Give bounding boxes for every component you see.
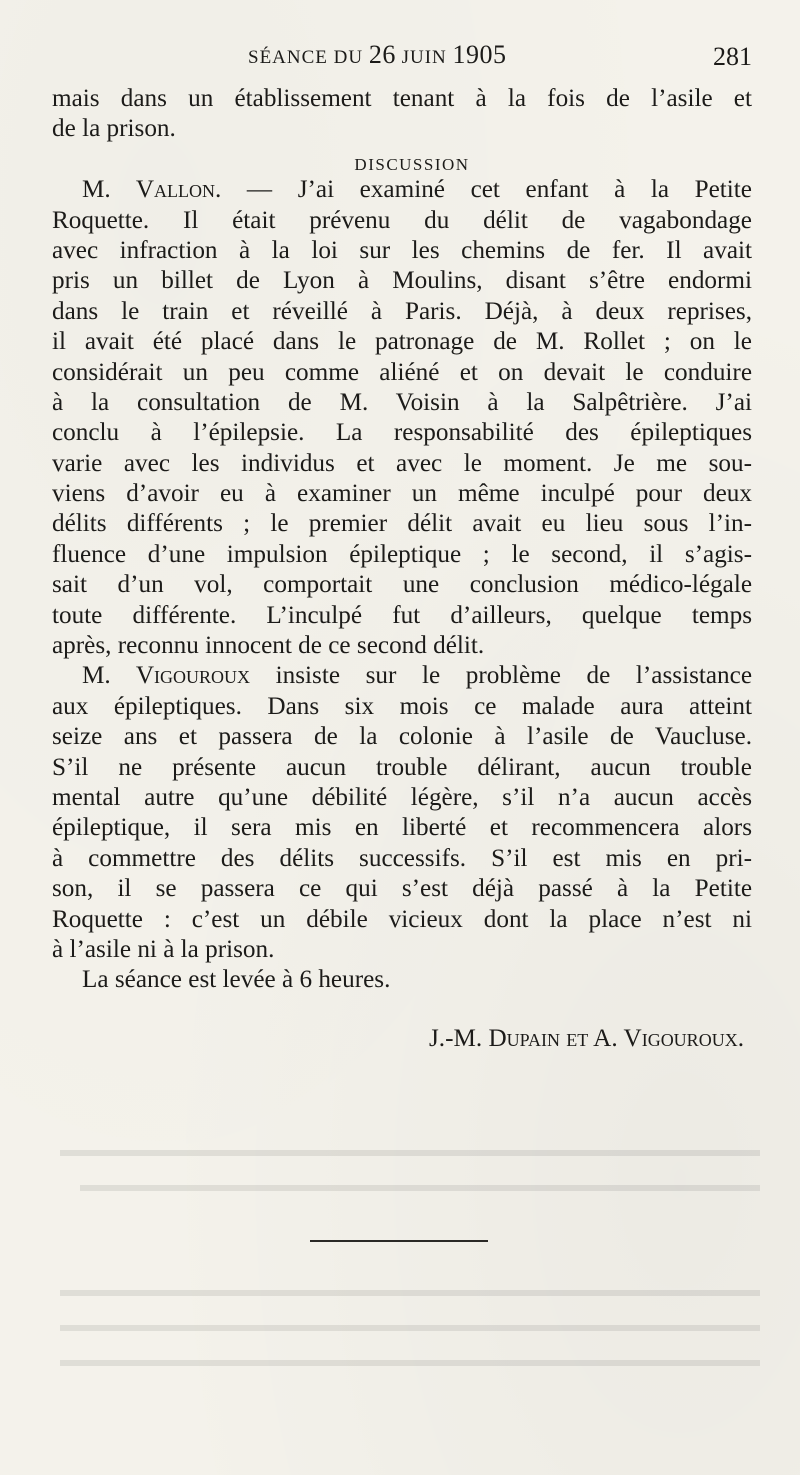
text-line: pris un billet de Lyon à Moulins, disant s’être endormi [52, 267, 752, 295]
end-rule [310, 1240, 488, 1242]
text-line: viens d’avoir eu à examiner un même inculpé pour deux [52, 480, 752, 508]
text-line: épileptique, il sera mis en liberté et recommencera alors [52, 814, 752, 842]
text-line: varie avec les individus et avec le moment. Je me sou- [52, 449, 752, 477]
text-line: à l’asile ni à la prison. [52, 935, 275, 963]
text-line: fluence d’une impulsion épileptique ; le second, il s’agis- [52, 540, 752, 568]
signature: J.-M. Dupain et A. Vigouroux. [428, 1024, 744, 1052]
text-line: sait d’un vol, comportait une conclusion médico-légale [52, 571, 752, 599]
paragraph-first-line [52, 175, 752, 205]
text-line: mais dans un établissement tenant à la fois de l’asile et [52, 85, 752, 112]
text-line: S’il ne présente aucun trouble délirant, aucun trouble [52, 753, 752, 781]
text-run: — J’ai examiné cet enfant à la Petite [221, 176, 752, 204]
text-run: insiste sur le problème de l’assistance [250, 662, 752, 690]
text-line: dans le train et réveillé à Paris. Déjà, à deux reprises, [52, 297, 752, 325]
text-line: il avait été placé dans le patronage de M. Rollet ; on le [52, 328, 752, 356]
text-line: délits différents ; le premier délit avait eu lieu sous l’in- [52, 510, 752, 538]
text-line: à la consultation de M. Voisin à la Salpêtrière. J’ai [52, 388, 752, 416]
running-head-month: JUIN [395, 47, 453, 68]
speaker-name: M. Vigouroux [82, 662, 251, 690]
closing-line: La séance est levée à 6 heures. [82, 966, 391, 994]
text-line: son, il se passera ce qui s’est déjà passé à la Petite [52, 875, 752, 903]
text-line: Roquette. Il était prévenu du délit de vagabondage [52, 206, 752, 234]
running-head-day: 26 [368, 40, 396, 69]
running-head-year: 1905 [452, 40, 507, 69]
paragraph-first-line [52, 661, 752, 691]
text-line: après, reconnu innocent de ce second délit. [52, 632, 485, 660]
text-line: Roquette : c’est un débile vicieux dont la place n’est ni [52, 905, 752, 933]
body-text [52, 84, 752, 1054]
text-line: de la prison. [52, 115, 176, 143]
text-line: avec infraction à la loi sur les chemins de fer. Il avait [52, 236, 752, 264]
text-line: à commettre des délits successifs. S’il est mis en pri- [52, 844, 752, 872]
text-line: conclu à l’épilepsie. La responsabilité des épileptiques [52, 419, 752, 447]
text-line: seize ans et passera de la colonie à l’asile de Vaucluse. [52, 723, 752, 751]
running-head [248, 40, 507, 70]
page-number: 281 [713, 42, 752, 71]
page-header [0, 40, 800, 76]
speaker-name: M. Vallon. [82, 176, 222, 204]
text-line: considérait un peu comme aliéné et on devait le conduire [52, 358, 752, 386]
text-line: mental autre qu’une débilité légère, s’il n’a aucun accès [52, 783, 752, 811]
running-head-prefix: SÉANCE DU [248, 47, 369, 68]
text-line: aux épileptiques. Dans six mois ce malade aura atteint [52, 692, 752, 720]
text-line: toute différente. L’inculpé fut d’ailleurs, quelque temps [52, 601, 752, 629]
discussion-heading: DISCUSSION [354, 154, 470, 174]
